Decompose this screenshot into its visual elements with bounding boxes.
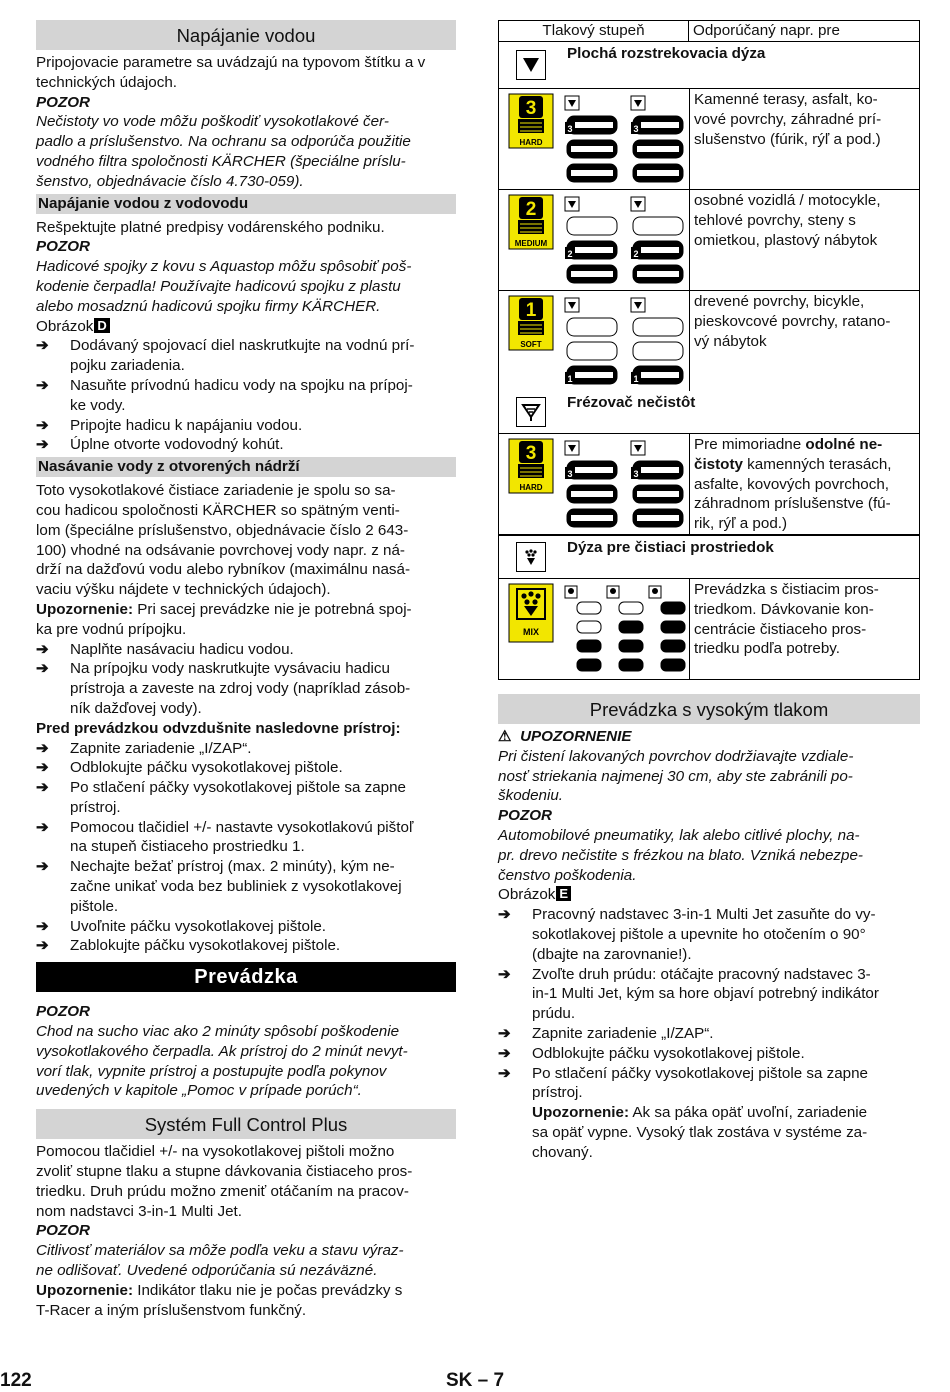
- section-heading-napajanie: Napájanie vodou: [36, 20, 456, 50]
- list-item-text: Uvoľnite páčku vysokotlakovej pištole.: [70, 917, 326, 935]
- pozor-label: POZOR: [36, 1222, 91, 1240]
- mix-badge: [499, 579, 563, 679]
- dosing-segment: [661, 659, 685, 671]
- arrow-bullet-icon: ➔: [36, 376, 49, 394]
- dosing-segment: [619, 602, 643, 614]
- list-item: [36, 659, 456, 718]
- recommendation: osobné vozidlá / motocykle, tehlové povrchy, steny s omietkou, plastový nábytok: [689, 190, 919, 290]
- list-item-text: Odblokujte páčku vysokotlakovej pištole.: [532, 1044, 805, 1062]
- list-item: [36, 818, 456, 858]
- pozor-label: POZOR: [36, 93, 91, 111]
- level-segment: [567, 318, 617, 336]
- arrow-bullet-icon: ➔: [36, 739, 49, 757]
- arrow-bullet-icon: ➔: [36, 337, 49, 355]
- section-title: Frézovač nečistôt: [567, 394, 696, 411]
- column-header-pressure: Tlakový stupeň: [499, 21, 689, 41]
- language-page-code: SK – 7: [446, 1370, 505, 1391]
- pozor-text: Chod na sucho viac ako 2 minúty spôsobí poškodenie vysokotlakového čerpadla. Ak prístroj do 2 minút nevyt- vorí tlak, vypnite prístroj a postupujte podľa pokynov uvedených v kapitole „Pomoc v prípade porúch“.: [36, 1023, 408, 1100]
- level-segment: [567, 217, 617, 235]
- pozor-text: Hadicové spojky z kovu s Aquastop môžu spôsobiť poš- kodenie čerpadla! Používajte hadicovú spojku z plastu alebo mosadznú hadicovú spojku firmy KÄRCHER.: [36, 258, 412, 315]
- list-item: [36, 778, 456, 818]
- pressure-badge: [499, 291, 563, 391]
- list-item-text: Nechajte bežať prístroj (max. 2 minúty), kým ne- začne unikať voda bez bubliniek z vysokotlakovej pištole.: [70, 858, 402, 915]
- note: Upozornenie: Ak sa páka opäť uvoľní, zariadenie sa opäť vypne. Vysoký tlak zostáva v systéme za- chovaný.: [532, 1104, 868, 1161]
- pressure-badge: [499, 190, 563, 290]
- paragraph: Rešpektujte platné predpisy vodárenského podniku.: [36, 218, 385, 236]
- badge-label: SOFT: [520, 340, 542, 349]
- arrow-bullet-icon: ➔: [36, 759, 49, 777]
- level-indicators: [563, 89, 689, 189]
- dosing-segment: [577, 621, 601, 633]
- list-item: [36, 917, 456, 937]
- table-row: [499, 190, 919, 291]
- list-item-text: Zablokujte páčku vysokotlakovej pištole.: [70, 937, 341, 955]
- pressure-badge: [499, 434, 563, 534]
- table-row: [499, 434, 919, 535]
- table-section-flat-nozzle: [499, 42, 919, 89]
- level-number: 2: [567, 249, 573, 259]
- list-item-text: Nasuňte prívodnú hadicu vody na spojku na prípoj- ke vody.: [70, 376, 413, 414]
- figure-reference: Obrázok E: [498, 885, 920, 905]
- step-list: [36, 640, 456, 719]
- list-item-text: Na prípojku vody naskrutkujte vysávaciu hadicu prístroja a zaveste na zdroj vody (napríklad zásob- ník dažďovej vody).: [70, 660, 411, 717]
- list-item-text: Zapnite zariadenie „I/ZAP“.: [70, 739, 252, 757]
- dosing-segment: [577, 640, 601, 652]
- note: Upozornenie: Pri sacej prevádzke nie je potrebná spoj- ka pre vodnú prípojku.: [36, 600, 412, 638]
- badge-number: 2: [525, 199, 537, 220]
- paragraph: Pomocou tlačidiel +/- na vysokotlakovej pištoli možno zvoliť stupne tlaku a stupne dávkovania čistiaceho pros- triedku. Druh prúdu možno zmeniť otáčaním na pracov- nom nadstavci 3-in-1 Multi Jet.: [36, 1143, 413, 1220]
- list-item-text: Úplne otvorte vodovodný kohút.: [70, 436, 284, 454]
- dosing-segment: [661, 602, 685, 614]
- list-item: [498, 1044, 920, 1064]
- list-item-text: Pripojte hadicu k napájaniu vodou.: [70, 416, 303, 434]
- pozor-text: Citlivosť materiálov sa môže podľa veku a stavu výraz- ne odlišovať. Uvedené odporúčania sú nezáväzné.: [36, 1242, 404, 1280]
- warning-label: ⚠ UPOZORNENIE: [498, 728, 632, 745]
- column-header-recommended: Odporúčaný napr. pre: [693, 22, 840, 39]
- table-row: [499, 291, 919, 391]
- paragraph: Toto vysokotlakové čistiace zariadenie je spolu so sa- cou hadicou spoločnosti KÄRCHER so spätným venti- lom (špeciálne príslušenstvo, objednávacie číslo 2 643- 100) vhodné na odsávanie povrchovej vody napr. z ná- drží na dažďovú vodu alebo rybníkov (maximálnu nasá- vaciu výšku nájdete v technických údajoch).: [36, 482, 411, 599]
- section-heading-system: Systém Full Control Plus: [36, 1109, 456, 1139]
- list-item-text: Zvoľte druh prúdu: otáčajte pracovný nadstavec 3- in-1 Multi Jet, kým sa hore objaví potrebný indikátor prúdu.: [532, 965, 879, 1023]
- level-number: 3: [633, 124, 639, 134]
- list-item: [498, 1024, 920, 1044]
- pozor-text: Automobilové pneumatiky, lak alebo citlivé plochy, na- pr. drevo nečistite s frézkou na blato. Vzniká nebezpe- čenstvo poškodenia.: [498, 826, 863, 884]
- level-indicators: [563, 291, 689, 391]
- list-item-text: Dodávaný spojovací diel naskrutkujte na vodnú prí- pojku zariadenia.: [70, 337, 415, 375]
- page-number: 122: [0, 1370, 32, 1391]
- dosing-segment: [577, 602, 601, 614]
- flat-nozzle-icon: [499, 42, 563, 88]
- arrow-bullet-icon: ➔: [36, 858, 49, 876]
- step-list: [36, 739, 456, 957]
- list-item: [498, 1064, 920, 1104]
- badge-label: MEDIUM: [514, 239, 548, 248]
- dosing-segment: [619, 640, 643, 652]
- level-number: 3: [633, 469, 639, 479]
- table-row: [499, 89, 919, 190]
- list-item-text: Zapnite zariadenie „I/ZAP“.: [532, 1024, 714, 1042]
- note: Upozornenie: Indikátor tlaku nie je počas prevádzky s T-Racer a iným príslušenstvom funkčný.: [36, 1281, 403, 1319]
- table-header: [499, 21, 919, 42]
- subheading-vodovod: Napájanie vodou z vodovodu: [36, 194, 456, 214]
- arrow-bullet-icon: ➔: [498, 1064, 511, 1082]
- badge-label: HARD: [519, 483, 543, 492]
- dirt-blaster-icon: [499, 391, 563, 433]
- list-item: [36, 435, 456, 455]
- dosing-segment: [661, 621, 685, 633]
- pozor-label: POZOR: [36, 238, 91, 256]
- dosing-segment: [661, 640, 685, 652]
- list-item-text: Naplňte nasávaciu hadicu vodou.: [70, 640, 294, 658]
- warning-text: Pri čistení lakovaných povrchov dodržiavajte vzdiale- nosť striekania najmenej 30 cm, aby ste zabránili po- škodeniu.: [498, 747, 854, 805]
- arrow-bullet-icon: ➔: [498, 1024, 511, 1042]
- figure-reference: Obrázok D: [36, 317, 456, 337]
- level-number: 3: [567, 469, 573, 479]
- list-item: [36, 936, 456, 956]
- table-section-dirt-blaster: [499, 391, 919, 434]
- list-item: [498, 905, 920, 964]
- level-indicators: [563, 579, 689, 679]
- list-item-text: Pracovný nadstavec 3-in-1 Multi Jet zasuňte do vy- sokotlakovej pištole a upevnite ho otočením o 90° (dbajte na zarovnanie!).: [532, 906, 876, 963]
- level-segment: [633, 318, 683, 336]
- arrow-bullet-icon: ➔: [36, 640, 49, 658]
- level-number: 1: [633, 374, 639, 384]
- recommendation: Prevádzka s čistiacim pros- triedkom. Dávkovanie kon- centrácie čistiaceho pros- triedku podľa potreby.: [689, 579, 919, 679]
- list-item: [36, 758, 456, 778]
- list-item-text: Po stlačení páčky vysokotlakovej pištole sa zapne prístroj.: [532, 1064, 868, 1102]
- section-title: Plochá rozstrekovacia dýza: [567, 45, 766, 62]
- list-item: [36, 376, 456, 416]
- badge-label: HARD: [519, 138, 543, 147]
- list-item: [36, 640, 456, 660]
- level-segment: [633, 342, 683, 360]
- section-heading-vysoky-tlak: Prevádzka s vysokým tlakom: [498, 694, 920, 724]
- bold-instruction: Pred prevádzkou odvzdušnite nasledovne prístroj:: [36, 719, 401, 737]
- list-item: [36, 336, 456, 376]
- arrow-bullet-icon: ➔: [498, 965, 511, 983]
- pressure-table: [498, 20, 920, 680]
- arrow-bullet-icon: ➔: [36, 436, 49, 454]
- subheading-nasavanie: Nasávanie vody z otvorených nádrží: [36, 457, 456, 477]
- detergent-nozzle-icon: [499, 536, 563, 578]
- section-heading-prevadzka: Prevádzka: [36, 962, 456, 992]
- arrow-bullet-icon: ➔: [36, 818, 49, 836]
- badge-number: 1: [525, 300, 537, 321]
- level-number: 1: [567, 374, 573, 384]
- arrow-bullet-icon: ➔: [36, 917, 49, 935]
- warning-triangle-icon: ⚠: [498, 728, 512, 745]
- recommendation: Kamenné terasy, asfalt, ko- vové povrchy, záhradné prí- slušenstvo (fúrik, rýľ a pod.): [689, 89, 919, 189]
- arrow-bullet-icon: ➔: [36, 937, 49, 955]
- level-segment: [633, 217, 683, 235]
- list-item-text: Odblokujte páčku vysokotlakovej pištole.: [70, 759, 343, 777]
- list-item-text: Pomocou tlačidiel +/- nastavte vysokotlakovú pištoľ na stupeň čistiaceho prostriedku 1.: [70, 818, 414, 856]
- table-section-detergent-nozzle: [499, 535, 919, 579]
- dosing-segment: [619, 659, 643, 671]
- step-list: [36, 336, 456, 455]
- figure-tag: D: [94, 318, 109, 333]
- arrow-bullet-icon: ➔: [36, 416, 49, 434]
- left-column: [36, 20, 456, 1320]
- recommendation: drevené povrchy, bicykle, pieskovcové povrchy, ratano- vý nábytok: [689, 291, 919, 391]
- level-indicators: [563, 434, 689, 534]
- dosing-segment: [577, 659, 601, 671]
- arrow-bullet-icon: ➔: [36, 660, 49, 678]
- table-row: [499, 579, 919, 679]
- badge-number: 3: [525, 98, 537, 119]
- level-indicators: [563, 190, 689, 290]
- pozor-label: POZOR: [36, 1003, 91, 1021]
- section-title: Dýza pre čistiaci prostriedok: [567, 539, 774, 556]
- badge-label: MIX: [522, 627, 540, 637]
- level-number: 3: [567, 124, 573, 134]
- paragraph: Pripojovacie parametre sa uvádzajú na typovom štítku a v technických údajoch.: [36, 54, 426, 91]
- pozor-text: Nečistoty vo vode môžu poškodiť vysokotlakové čer- padlo a príslušenstvo. Na ochranu sa odporúča použitie vodného filtra spoločnosti KÄRCHER (špeciálne príslu- šenstvo, objednávacie číslo 4.730-059).: [36, 113, 411, 190]
- level-segment: [567, 342, 617, 360]
- arrow-bullet-icon: ➔: [498, 1044, 511, 1062]
- figure-tag: E: [556, 886, 571, 901]
- recommendation: Pre mimoriadne odolné ne- čistoty kamenných terasách, asfalte, kovových povrchoch, záhradnom príslušenstve (fú- rik, rýľ a pod.): [689, 434, 919, 534]
- list-item: [36, 739, 456, 759]
- list-item: [498, 965, 920, 1024]
- level-number: 2: [633, 249, 639, 259]
- pressure-badge: [499, 89, 563, 189]
- arrow-bullet-icon: ➔: [36, 779, 49, 797]
- step-list: [498, 905, 920, 1103]
- arrow-bullet-icon: ➔: [498, 906, 511, 924]
- flat-nozzle-rows: [499, 89, 919, 391]
- list-item: [36, 416, 456, 436]
- dosing-segment: [619, 621, 643, 633]
- badge-number: 3: [525, 443, 537, 464]
- pozor-label: POZOR: [498, 807, 553, 825]
- list-item: [36, 857, 456, 916]
- right-column: [498, 20, 920, 1163]
- list-item-text: Po stlačení páčky vysokotlakovej pištole sa zapne prístroj.: [70, 779, 406, 816]
